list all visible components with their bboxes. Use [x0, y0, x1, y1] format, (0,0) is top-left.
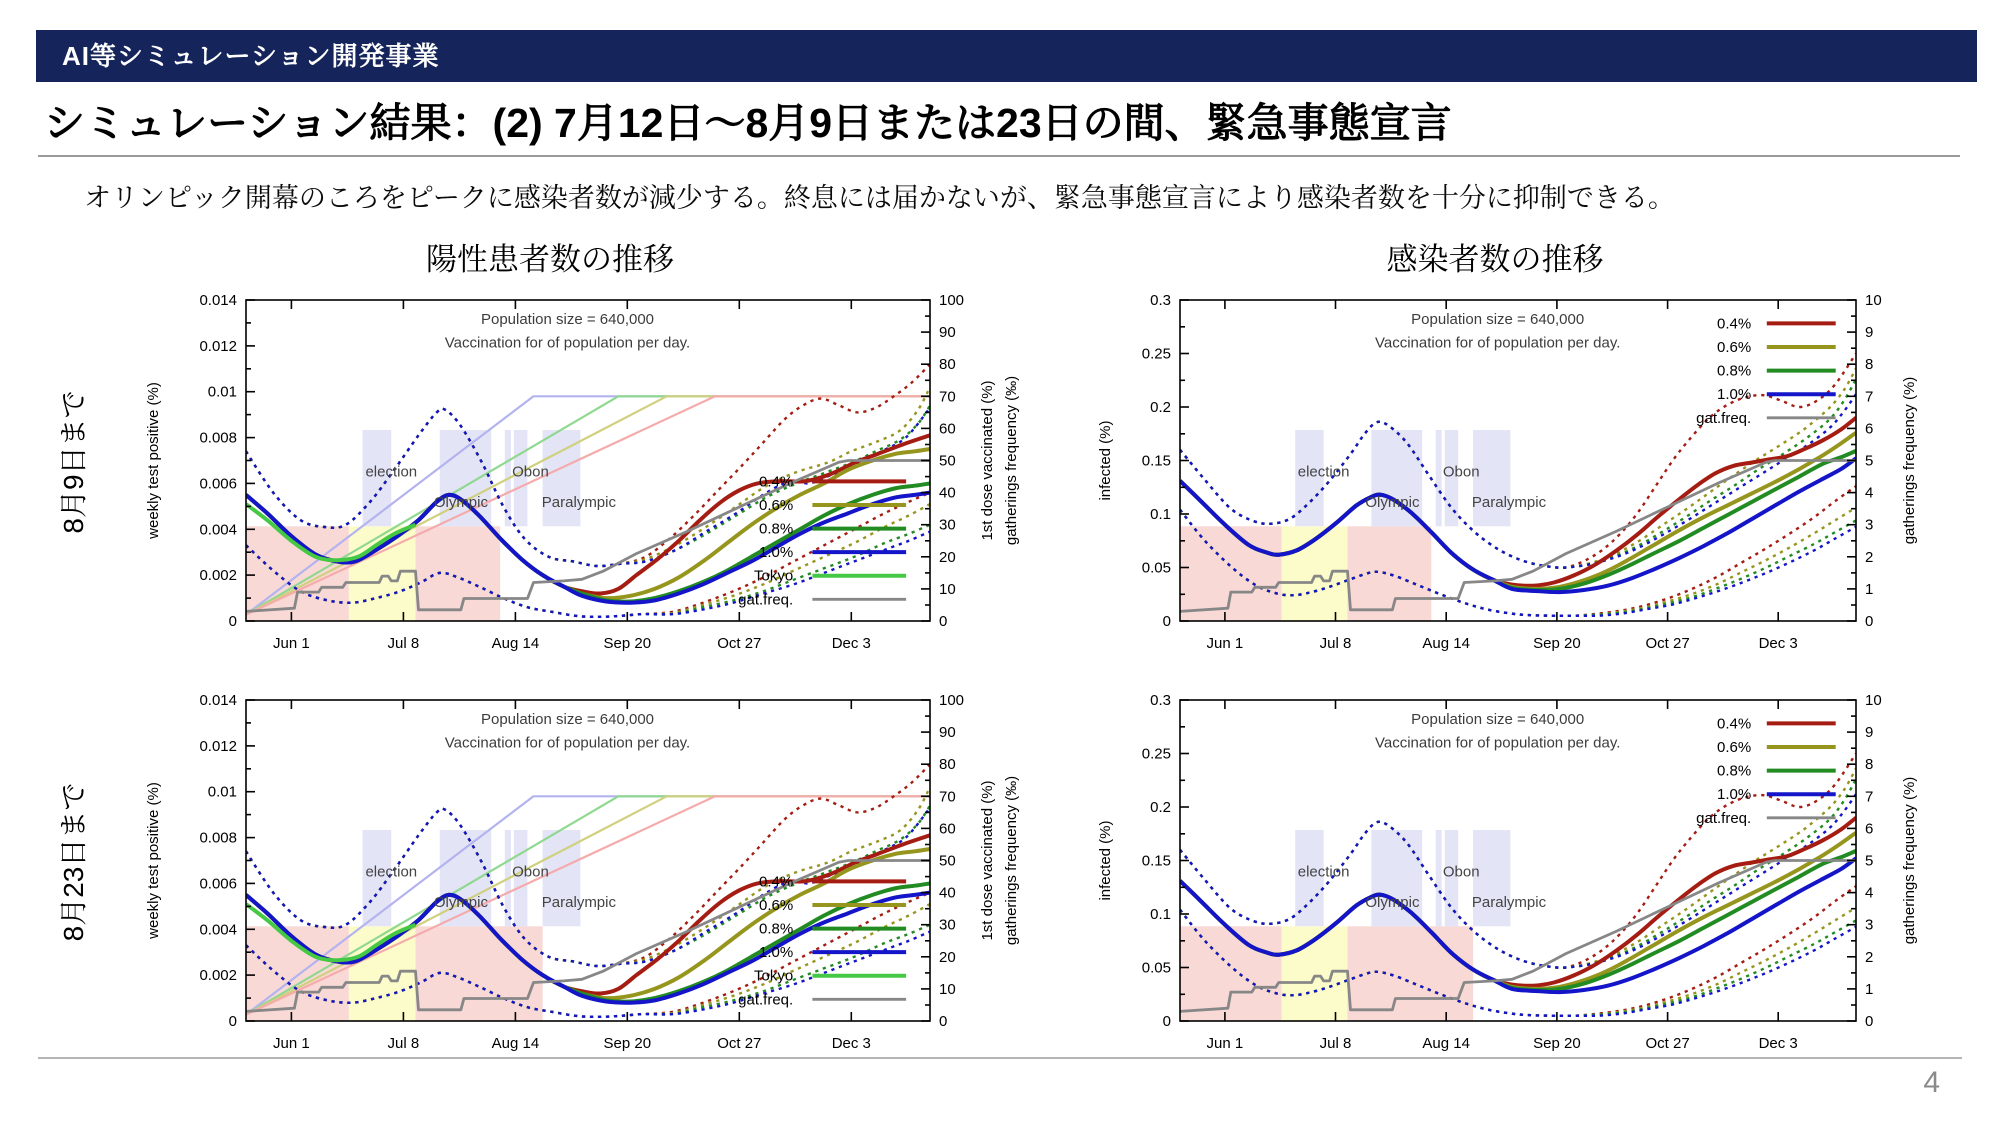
tr-legend-label: 0.6% — [1716, 339, 1752, 356]
lead-summary: オリンピック開幕のころをピークに感染者数が減少する。終息には届かないが、緊急事態宣言により感染者数を十分に抑制できる。 — [84, 183, 1675, 213]
bl-x-tick-label: Oct 27 — [717, 1035, 762, 1052]
tl-event-label-obon: Obon — [512, 463, 549, 481]
br-y-left-tick-label: 0.3 — [1150, 692, 1171, 709]
tr-legend-label: gat.freq. — [1696, 409, 1752, 427]
br-y-right-axis-title-0: gatherings frequency (%) — [1901, 776, 1918, 945]
row-label-until-aug9: 8月9日まで — [58, 390, 89, 534]
tr-x-tick-label: Sep 20 — [1533, 635, 1581, 652]
br-y-left-tick-label: 0.15 — [1141, 852, 1171, 870]
bl-legend-label: 0.4% — [758, 873, 794, 891]
tr-x-tick-label: Oct 27 — [1645, 635, 1690, 652]
page-number: 4 — [1923, 1066, 1940, 1099]
tr-event-label-paralympic: Paralympic — [1471, 494, 1547, 511]
bl-y-right-tick-label: 80 — [939, 756, 956, 774]
tl-y-left-tick-label: 0.01 — [207, 383, 237, 401]
tr-y-left-tick-label: 0.15 — [1141, 452, 1171, 470]
tl-annotation-population: Population size = 640,000 — [480, 311, 655, 329]
br-x-tick-label: Sep 20 — [1533, 1035, 1581, 1052]
tr-legend-label: 0.4% — [1716, 315, 1752, 333]
bl-legend-label: 0.6% — [758, 897, 794, 914]
tr-y-left-tick-label: 0.2 — [1150, 399, 1171, 416]
tl-state-region-2 — [416, 526, 501, 621]
tl-y-right-tick-label: 40 — [939, 484, 956, 502]
bl-event-label-olympic: Olympic — [433, 894, 488, 911]
tr-legend-label: 0.8% — [1716, 362, 1752, 380]
bl-y-left-tick-label: 0.012 — [199, 737, 237, 755]
bl-state-region-2 — [416, 926, 543, 1021]
br-y-right-tick-label: 2 — [1865, 948, 1874, 966]
bl-x-tick-label: Dec 3 — [831, 1035, 871, 1052]
title-divider — [38, 155, 1960, 157]
tr-y-right-tick-label: 7 — [1865, 388, 1874, 406]
tl-y-left-tick-label: 0.002 — [199, 567, 237, 585]
chart-br — [1097, 692, 1918, 1052]
br-x-tick-label: Dec 3 — [1758, 1035, 1798, 1052]
tr-y-right-tick-label: 1 — [1865, 580, 1874, 598]
tr-legend-label: 1.0% — [1716, 386, 1752, 404]
tl-y-left-tick-label: 0.006 — [199, 475, 237, 493]
bl-annotation-population: Population size = 640,000 — [480, 711, 655, 729]
tl-x-tick-label: Jul 8 — [387, 635, 420, 652]
tr-y-right-tick-label: 2 — [1865, 548, 1874, 566]
tr-y-right-tick-label: 4 — [1865, 484, 1874, 502]
tl-y-left-tick-label: 0.008 — [199, 429, 237, 447]
br-event-label-election: election — [1297, 863, 1350, 881]
br-annotation-population: Population size = 640,000 — [1411, 711, 1585, 729]
bl-legend-label: Tokyo — [754, 967, 794, 985]
column-title-positive-cases: 陽性患者数の推移 — [426, 242, 674, 277]
br-x-tick-label: Aug 14 — [1422, 1035, 1470, 1052]
tr-state-region-0 — [1180, 526, 1282, 621]
header-bar — [36, 30, 1977, 82]
tr-event-label-obon: Obon — [1442, 463, 1480, 481]
tr-event-band-1 — [1371, 430, 1422, 526]
footer-divider — [38, 1057, 1962, 1059]
br-annotation-vaccination: Vaccination for of population per day. — [1374, 734, 1621, 752]
bl-y-right-tick-label: 10 — [939, 980, 956, 998]
tl-legend-label: gat.freq. — [738, 591, 794, 609]
bl-y-left-tick-label: 0 — [228, 1013, 237, 1030]
tl-x-tick-label: Jun 1 — [273, 635, 310, 652]
tr-y-left-tick-label: 0.1 — [1150, 506, 1171, 523]
header-kicker-label: AI等シミュレーション開発事業 — [62, 41, 440, 71]
tl-y-right-tick-label: 80 — [939, 356, 956, 374]
bl-y-right-tick-label: 0 — [939, 1013, 948, 1030]
tl-legend-label: 0.8% — [758, 520, 794, 538]
br-state-region-0 — [1180, 926, 1282, 1021]
tr-y-left-tick-label: 0.25 — [1141, 345, 1171, 363]
tr-y-right-tick-label: 6 — [1865, 420, 1874, 438]
tr-x-tick-label: Jun 1 — [1206, 635, 1244, 652]
bl-x-tick-label: Jun 1 — [273, 1035, 310, 1052]
br-event-label-olympic: Olympic — [1365, 894, 1420, 911]
tl-event-label-election: election — [365, 463, 418, 481]
row-label-until-aug23: 8月23日まで — [58, 782, 89, 942]
chart-tl — [145, 292, 1020, 652]
tl-y-right-tick-label: 30 — [939, 516, 956, 534]
br-y-left-tick-label: 0.05 — [1141, 959, 1171, 977]
br-state-region-2 — [1348, 926, 1474, 1021]
bl-x-tick-label: Sep 20 — [603, 1035, 652, 1052]
tr-y-right-tick-label: 8 — [1865, 356, 1874, 374]
br-y-right-tick-label: 3 — [1865, 916, 1874, 934]
bl-x-tick-label: Aug 14 — [491, 1035, 540, 1052]
br-y-left-axis-title: infected (%) — [1097, 820, 1114, 901]
tr-y-left-axis-title: infected (%) — [1097, 420, 1114, 501]
tl-y-left-tick-label: 0.012 — [199, 337, 237, 355]
bl-y-right-tick-label: 70 — [939, 788, 956, 806]
br-legend-label: 0.8% — [1716, 762, 1752, 780]
br-y-right-tick-label: 6 — [1865, 820, 1874, 838]
tl-x-tick-label: Sep 20 — [603, 635, 652, 652]
tr-x-tick-label: Dec 3 — [1758, 635, 1798, 652]
bl-y-right-tick-label: 90 — [939, 724, 956, 742]
bl-event-label-election: election — [365, 863, 418, 881]
br-y-left-tick-label: 0.25 — [1141, 745, 1171, 763]
br-event-band-2 — [1436, 830, 1442, 926]
tr-y-left-tick-label: 0.3 — [1150, 292, 1171, 309]
br-y-left-tick-label: 0 — [1162, 1013, 1171, 1030]
bl-y-right-tick-label: 40 — [939, 884, 956, 902]
br-y-right-tick-label: 5 — [1865, 852, 1874, 870]
tl-event-label-paralympic: Paralympic — [541, 494, 616, 511]
br-y-right-tick-label: 4 — [1865, 884, 1874, 902]
bl-y-right-tick-label: 30 — [939, 916, 956, 934]
bl-y-right-tick-label: 60 — [939, 820, 956, 838]
bl-y-right-axis-title-1: gatherings frequency (‰) — [1003, 775, 1020, 946]
bl-event-label-obon: Obon — [512, 863, 549, 881]
tl-y-right-axis-title-0: 1st dose vaccinated (%) — [979, 380, 996, 541]
tr-x-tick-label: Jul 8 — [1319, 635, 1352, 652]
bl-x-tick-label: Jul 8 — [387, 1035, 420, 1052]
tr-y-left-tick-label: 0 — [1162, 613, 1171, 630]
tl-y-left-tick-label: 0 — [228, 613, 237, 630]
bl-y-left-tick-label: 0.006 — [199, 875, 237, 893]
tl-y-right-tick-label: 60 — [939, 420, 956, 438]
chart-bl — [145, 692, 1020, 1052]
tl-y-right-tick-label: 50 — [939, 452, 956, 470]
tl-annotation-vaccination: Vaccination for of population per day. — [444, 334, 691, 352]
br-legend-label: gat.freq. — [1696, 809, 1752, 827]
br-y-right-tick-label: 1 — [1865, 980, 1874, 998]
br-legend-label: 1.0% — [1716, 786, 1752, 804]
tl-y-right-axis-title-1: gatherings frequency (‰) — [1003, 375, 1020, 546]
bl-y-left-axis-title: weekly test positive (%) — [145, 782, 162, 939]
tr-y-right-tick-label: 10 — [1865, 292, 1882, 309]
tr-annotation-population: Population size = 640,000 — [1411, 311, 1585, 329]
br-event-label-obon: Obon — [1442, 863, 1480, 881]
tr-y-right-tick-label: 9 — [1865, 324, 1874, 342]
br-x-tick-label: Oct 27 — [1645, 1035, 1690, 1052]
tr-x-tick-label: Aug 14 — [1422, 635, 1470, 652]
bl-y-left-tick-label: 0.008 — [199, 829, 237, 847]
page-title: シミュレーション結果：(2) 7月12日〜8月9日または23日の間、緊急事態宣言 — [44, 100, 1452, 146]
br-x-tick-label: Jul 8 — [1319, 1035, 1352, 1052]
tr-y-right-axis-title-0: gatherings frequency (%) — [1901, 376, 1918, 545]
tl-event-label-olympic: Olympic — [433, 494, 488, 511]
tl-legend-label: 0.6% — [758, 497, 794, 514]
br-y-right-tick-label: 0 — [1865, 1013, 1874, 1030]
br-y-left-tick-label: 0.2 — [1150, 799, 1171, 816]
tl-legend-label: Tokyo — [754, 567, 794, 585]
tr-event-band-2 — [1436, 430, 1442, 526]
br-y-right-tick-label: 9 — [1865, 724, 1874, 742]
tl-y-right-tick-label: 90 — [939, 324, 956, 342]
br-legend-label: 0.4% — [1716, 715, 1752, 733]
tr-annotation-vaccination: Vaccination for of population per day. — [1374, 334, 1621, 352]
bl-y-right-tick-label: 20 — [939, 948, 956, 966]
tl-x-tick-label: Dec 3 — [831, 635, 871, 652]
bl-legend-label: 1.0% — [758, 944, 794, 962]
chart-tr — [1097, 292, 1918, 652]
br-x-tick-label: Jun 1 — [1206, 1035, 1244, 1052]
tl-y-right-tick-label: 0 — [939, 613, 948, 630]
bl-y-left-tick-label: 0.01 — [207, 783, 237, 801]
br-y-right-tick-label: 8 — [1865, 756, 1874, 774]
tr-y-left-tick-label: 0.05 — [1141, 559, 1171, 577]
br-legend-label: 0.6% — [1716, 739, 1752, 756]
br-y-right-tick-label: 10 — [1865, 692, 1882, 709]
bl-y-right-tick-label: 50 — [939, 852, 956, 870]
tl-y-right-tick-label: 70 — [939, 388, 956, 406]
bl-legend-label: gat.freq. — [738, 991, 794, 1009]
tr-state-region-2 — [1348, 526, 1432, 621]
bl-legend-label: 0.8% — [758, 920, 794, 938]
tr-event-label-olympic: Olympic — [1365, 494, 1420, 511]
br-y-right-tick-label: 7 — [1865, 788, 1874, 806]
br-event-band-1 — [1371, 830, 1422, 926]
tr-y-right-tick-label: 3 — [1865, 516, 1874, 534]
tl-legend-label: 1.0% — [758, 544, 794, 562]
tl-y-right-tick-label: 20 — [939, 548, 956, 566]
tl-x-tick-label: Oct 27 — [717, 635, 762, 652]
tr-y-right-tick-label: 5 — [1865, 452, 1874, 470]
tr-event-label-election: election — [1297, 463, 1350, 481]
br-y-left-tick-label: 0.1 — [1150, 906, 1171, 923]
br-event-label-paralympic: Paralympic — [1471, 894, 1547, 911]
bl-y-right-tick-label: 100 — [939, 692, 965, 709]
tl-legend-label: 0.4% — [758, 473, 794, 491]
tl-y-left-axis-title: weekly test positive (%) — [145, 382, 162, 539]
bl-event-label-paralympic: Paralympic — [541, 894, 616, 911]
bl-y-right-axis-title-0: 1st dose vaccinated (%) — [979, 780, 996, 941]
tl-y-right-tick-label: 100 — [939, 292, 965, 309]
bl-y-left-tick-label: 0.002 — [199, 967, 237, 985]
bl-y-left-tick-label: 0.004 — [199, 921, 237, 939]
tl-y-left-tick-label: 0.004 — [199, 521, 237, 539]
tl-y-right-tick-label: 10 — [939, 580, 956, 598]
tr-y-right-tick-label: 0 — [1865, 613, 1874, 630]
bl-annotation-vaccination: Vaccination for of population per day. — [444, 734, 691, 752]
tl-x-tick-label: Aug 14 — [491, 635, 540, 652]
bl-y-left-tick-label: 0.014 — [199, 692, 237, 709]
tl-y-left-tick-label: 0.014 — [199, 292, 237, 309]
column-title-infected: 感染者数の推移 — [1386, 242, 1604, 277]
